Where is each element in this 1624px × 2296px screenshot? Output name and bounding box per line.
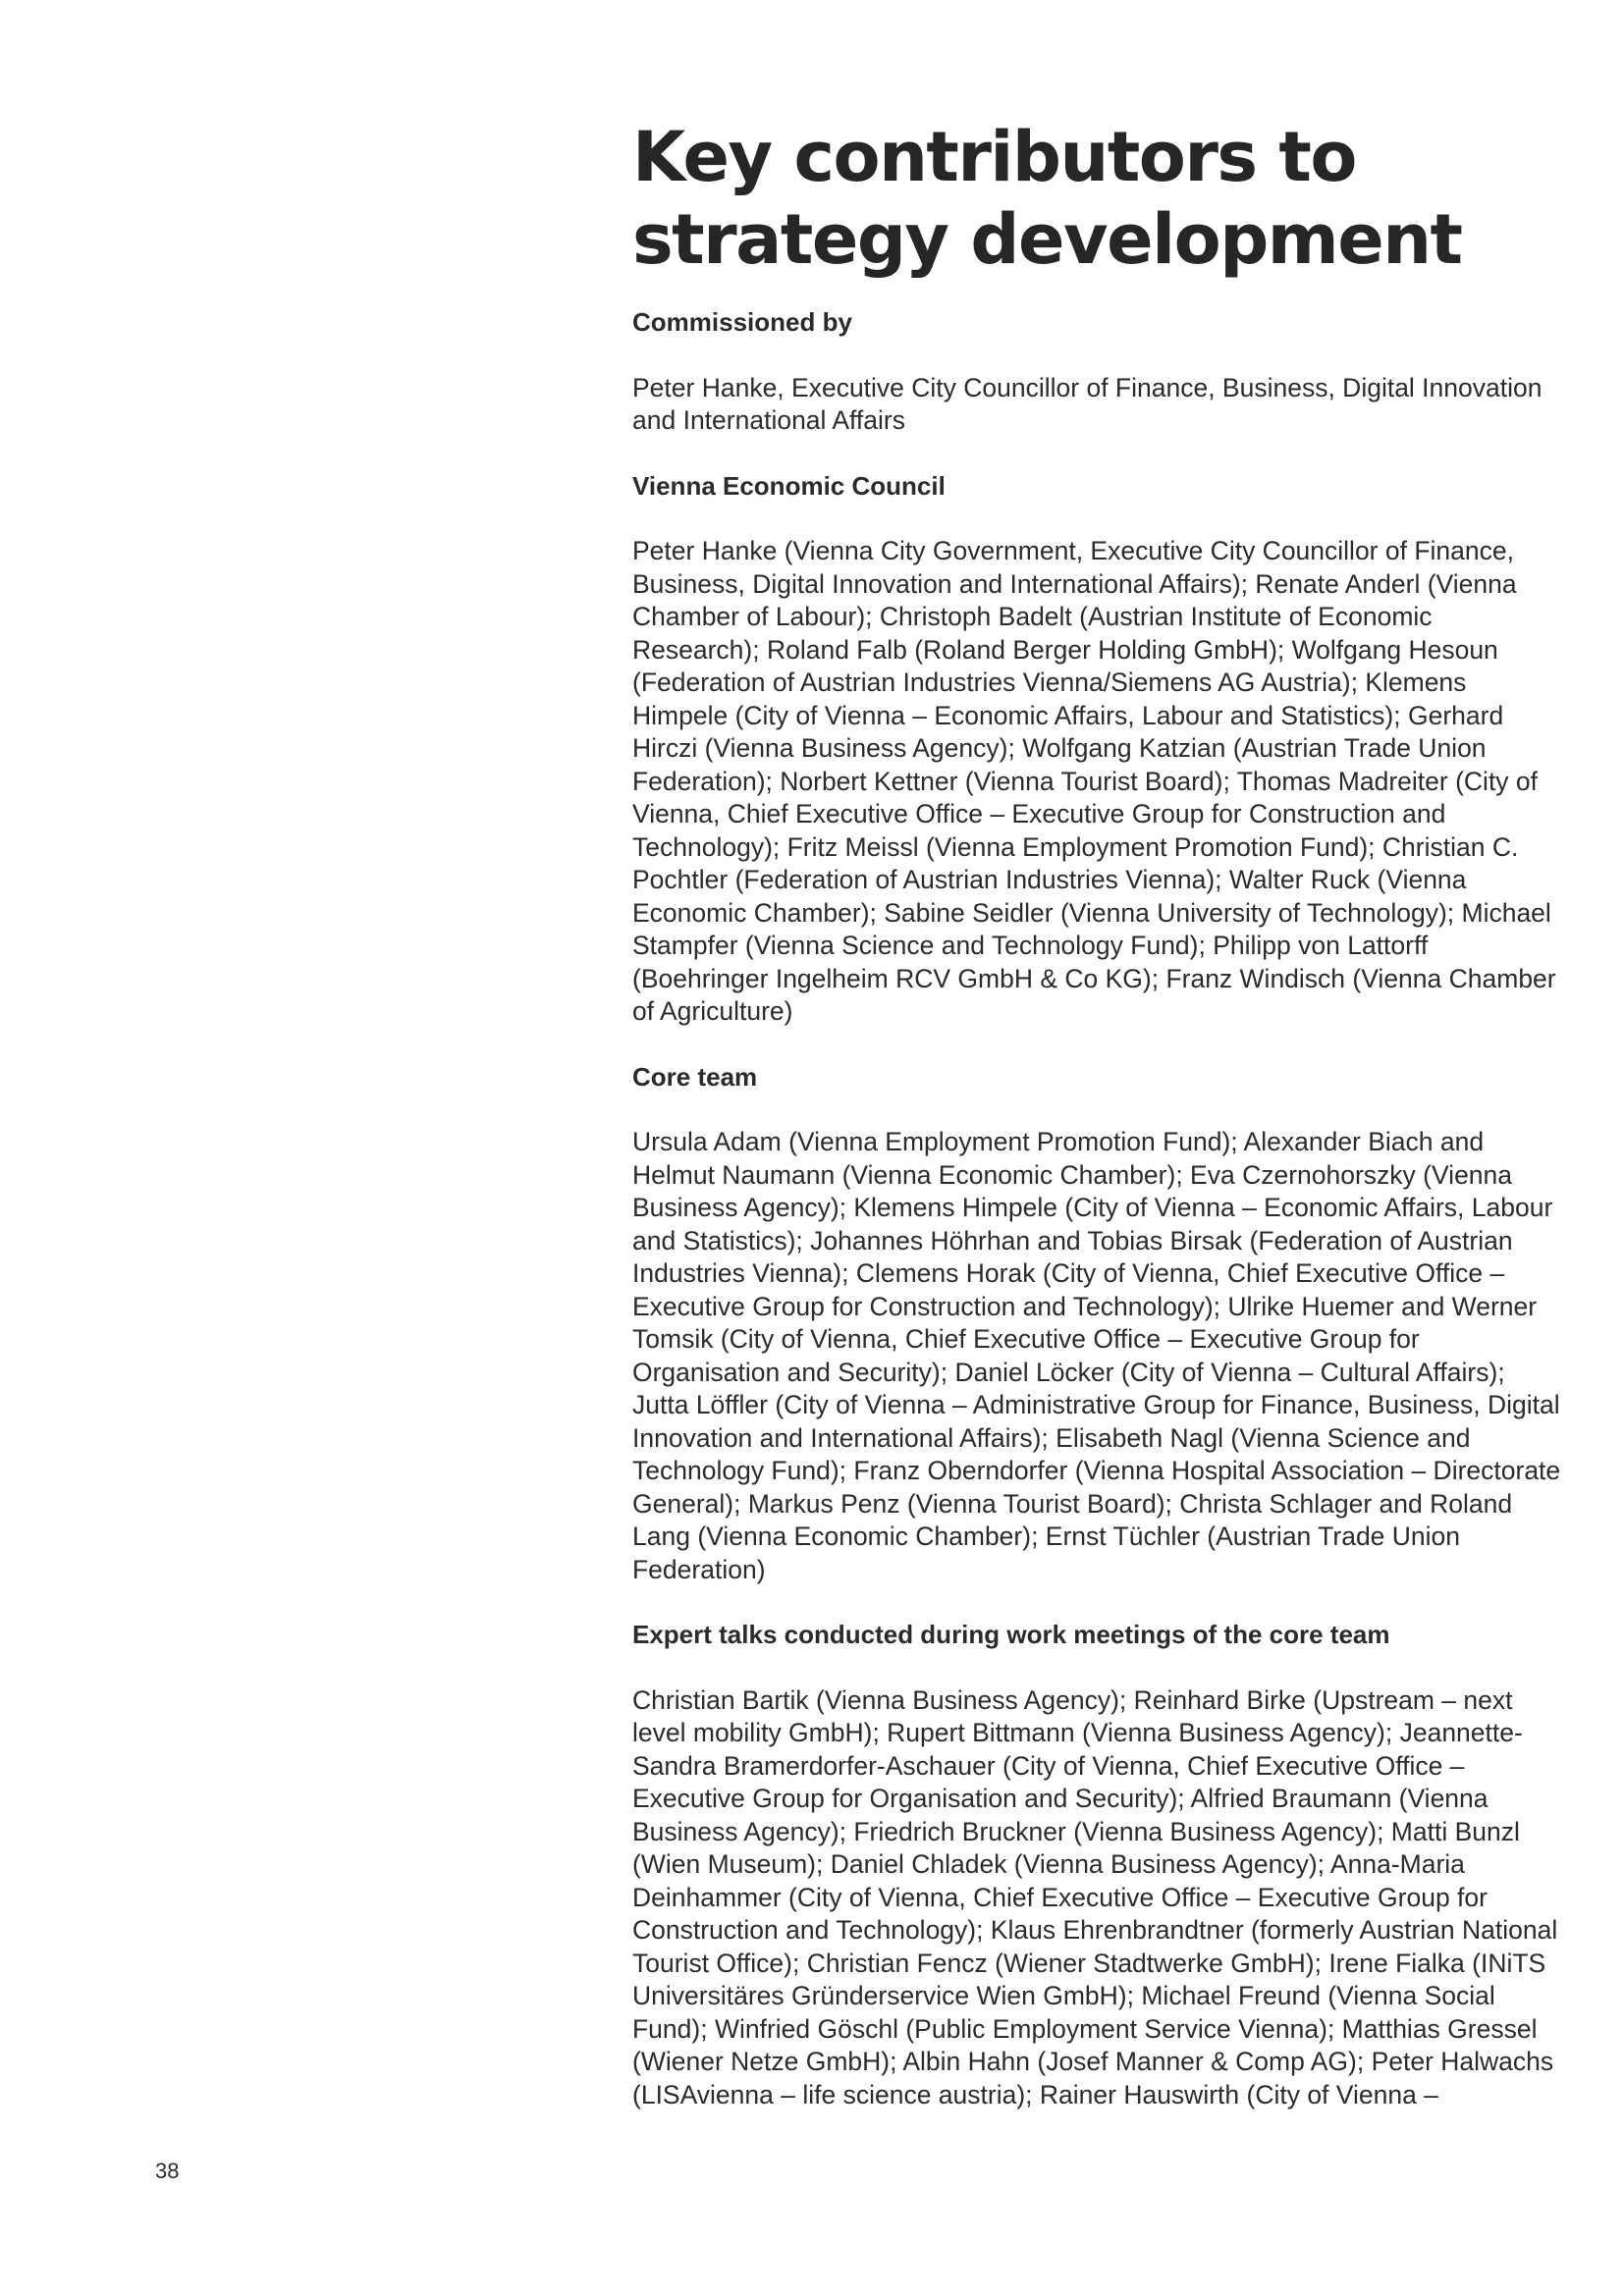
section-body: Peter Hanke (Vienna City Government, Executive City Councillor of Finance, Business, Digital Innovation and International Affairs); Renate Anderl (Vienna Chamber of Labour); Christoph Badelt (Austrian Institute of Economic Research); Roland Falb (Roland Berger Holding GmbH); Wolfgang Hesoun (Federation of Austrian Industries Vienna/Siemens AG Austria); Klemens Himpele (City of Vienna – Economic Affairs, Labour and Statistics); Gerhard Hirczi (Vienna Business Agency); Wolfgang Katzian (Austrian Trade Union Federation); Norbert Kettner (Vienna Tourist Board); Thomas Madreiter (City of Vienna, Chief Executive Office – Executive Group for Construction and Technology); Fritz Meissl (Vienna Employment Promotion Fund); Christian C. Pochtler (Federation of Austrian Industries Vienna); Walter Ruck (Vienna Economic Chamber); Sabine Seidler (Vienna University of Technology); Michael Stampfer (Vienna Science and Technology Fund); Philipp von Lattorff (Boehringer Ingelheim RCV GmbH & Co KG); Franz Windisch (Vienna Chamber of Agriculture) xyxy=(632,536,1556,1026)
section-commissioned-by xyxy=(632,306,1565,438)
page-title: Key contributors to strategy development xyxy=(632,117,1462,280)
section-heading: Commissioned by xyxy=(632,307,852,337)
section-core-team xyxy=(632,1061,1565,1587)
section-body: Christian Bartik (Vienna Business Agency); Reinhard Birke (Upstream – next level mobility GmbH); Rupert Bittmann (Vienna Business Agency); Jeannette-Sandra Bramerdorfer-Aschauer (City of Vienna, Chief Executive Office – Executive Group for Organisation and Security); Alfried Braumann (Vienna Business Agency); Friedrich Bruckner (Vienna Business Agency); Matti Bunzl (Wien Museum); Daniel Chladek (Vienna Business Agency); Anna-Maria Deinhammer (City of Vienna, Chief Executive Office – Executive Group for Construction and Technology); Klaus Ehrenbrandtner (formerly Austrian National Tourist Office); Christian Fencz (Wiener Stadtwerke GmbH); Irene Fialka (INiTS Universitäres Gründerservice Wien GmbH); Michael Freund (Vienna Social Fund); Winfried Göschl (Public Employment Service Vienna); Matthias Gressel (Wiener Netze GmbH); Albin Hahn (Josef Manner & Comp AG); Peter Halwachs (LISAvienna – life science austria); Rainer Hauswirth (City of Vienna – xyxy=(632,1684,1558,2109)
section-body: Ursula Adam (Vienna Employment Promotion Fund); Alexander Biach and Helmut Naumann (Vienna Economic Chamber); Eva Czernohorszky (Vienna Business Agency); Klemens Himpele (City of Vienna – Economic Affairs, Labour and Statistics); Johannes Höhrhan and Tobias Birsak (Federation of Austrian Industries Vienna); Clemens Horak (City of Vienna, Chief Executive Office – Executive Group for Construction and Technology); Ulrike Huemer and Werner Tomsik (City of Vienna, Chief Executive Office – Executive Group for Organisation and Security); Daniel Löcker (City of Vienna – Cultural Affairs); Jutta Löffler (City of Vienna – Administrative Group for Finance, Business, Digital Innovation and International Affairs); Elisabeth Nagl (Vienna Science and Technology Fund); Franz Oberndorfer (Vienna Hospital Association – Directorate General); Markus Penz (Vienna Tourist Board); Christa Schlager and Roland Lang (Vienna Economic Chamber); Ernst Tüchler (Austrian Trade Union Federation) xyxy=(632,1127,1561,1584)
section-heading: Vienna Economic Council xyxy=(632,470,946,501)
section-body: Peter Hanke, Executive City Councillor of Finance, Business, Digital Innovation and International Affairs xyxy=(632,372,1543,435)
section-heading: Expert talks conducted during work meetings of the core team xyxy=(632,1620,1390,1649)
section-expert-talks xyxy=(632,1619,1565,2111)
page-number: 38 xyxy=(155,2159,180,2183)
section-vienna-economic-council xyxy=(632,470,1565,1029)
main-content xyxy=(632,116,1565,2144)
section-heading: Core team xyxy=(632,1061,758,1092)
